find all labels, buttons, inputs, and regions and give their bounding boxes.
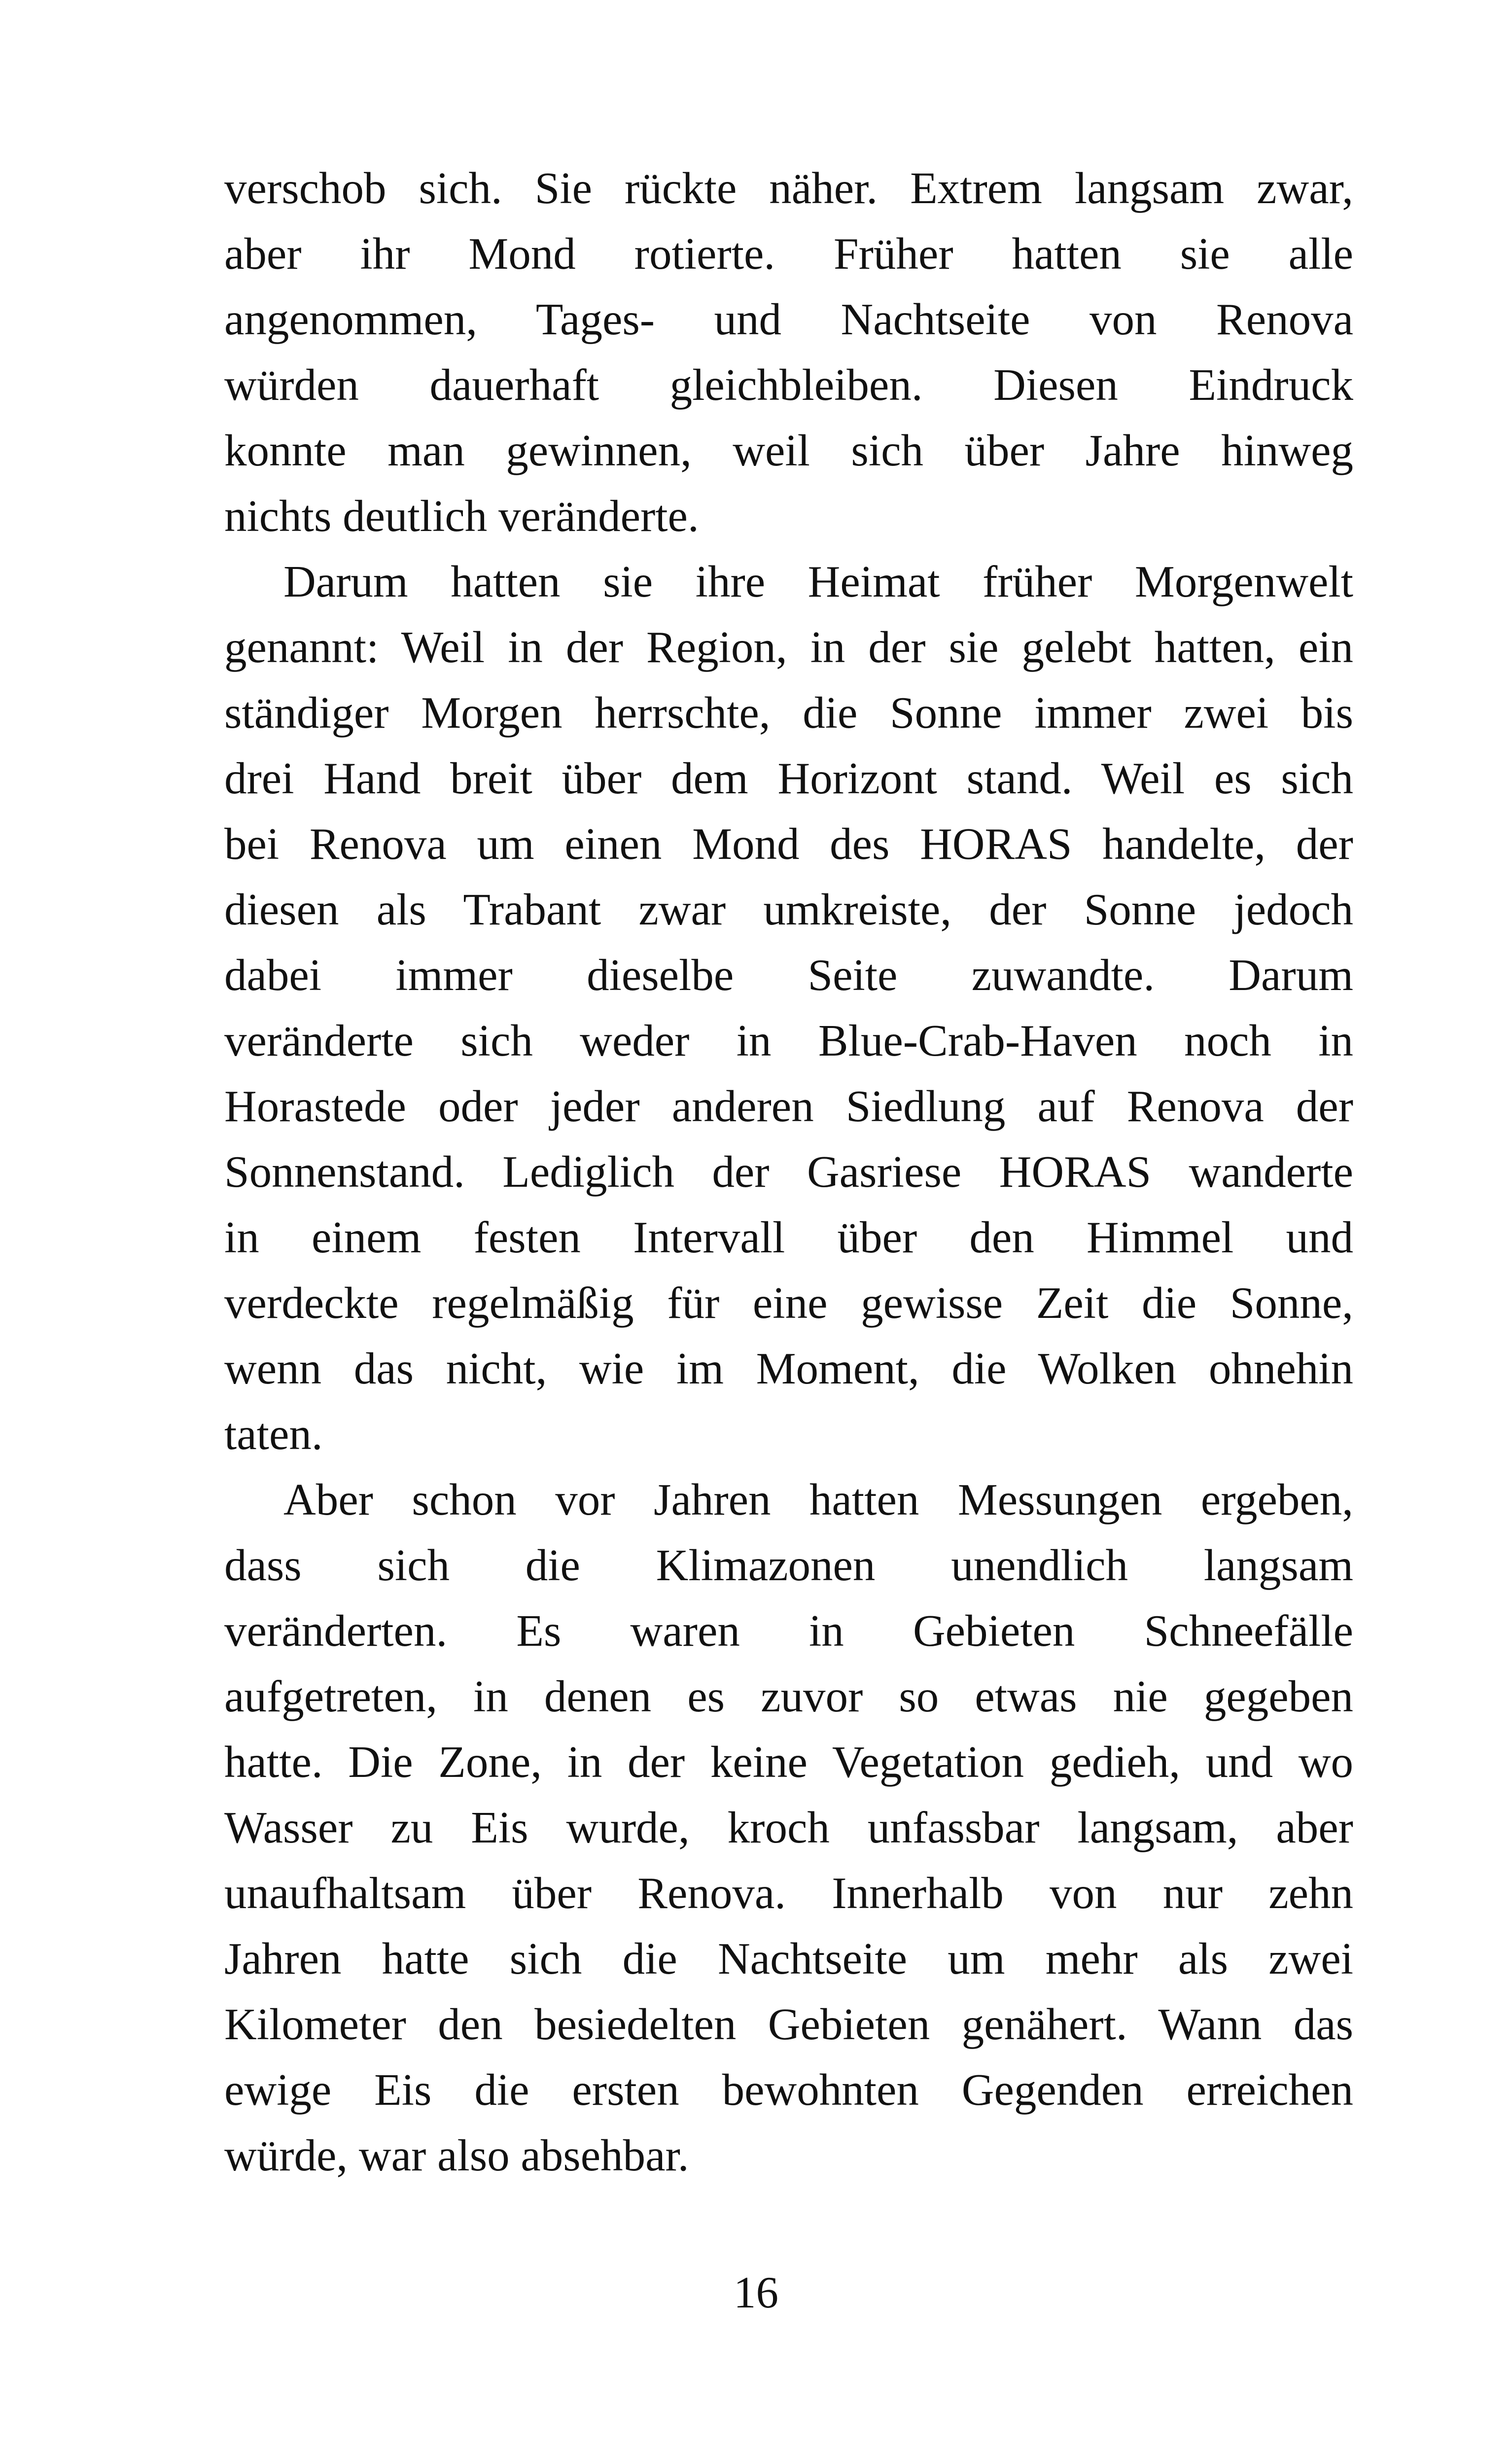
text-line: konnte man gewinnen, weil sich über Jahre hinweg bbox=[224, 425, 1353, 475]
text-line: Aber schon vor Jahren hatten Messungen ergeben, bbox=[283, 1475, 1353, 1524]
text-line: würden dauerhaft gleichbleiben. Diesen Eindruck bbox=[224, 360, 1353, 410]
text-line: diesen als Trabant zwar umkreiste, der Sonne jedoch bbox=[224, 885, 1353, 934]
text-line: bei Renova um einen Mond des HORAS handelte, der bbox=[224, 819, 1353, 869]
text-line: genannt: Weil in der Region, in der sie gelebt hatten, ein bbox=[224, 622, 1353, 672]
text-line: wenn das nicht, wie im Moment, die Wolken ohnehin bbox=[224, 1344, 1353, 1393]
text-line: würde, war also absehbar. bbox=[224, 2130, 689, 2180]
text-line: dass sich die Klimazonen unendlich langsam bbox=[224, 1540, 1353, 1590]
text-line: veränderte sich weder in Blue-Crab-Haven noch in bbox=[224, 1016, 1353, 1065]
text-line: hatte. Die Zone, in der keine Vegetation gedieh, und wo bbox=[224, 1737, 1353, 1787]
text-line: veränderten. Es waren in Gebieten Schneefälle bbox=[224, 1606, 1353, 1656]
paragraph-3 bbox=[224, 1467, 1353, 2188]
text-line: verdeckte regelmäßig für eine gewisse Zeit die Sonne, bbox=[224, 1278, 1353, 1328]
text-line: aber ihr Mond rotierte. Früher hatten sie alle bbox=[224, 229, 1353, 279]
paragraph-1 bbox=[224, 155, 1353, 549]
text-line: ewige Eis die ersten bewohnten Gegenden erreichen bbox=[224, 2065, 1353, 2115]
text-line: drei Hand breit über dem Horizont stand. Weil es sich bbox=[224, 753, 1353, 803]
text-line: Horastede oder jeder anderen Siedlung auf Renova der bbox=[224, 1081, 1353, 1131]
paragraph-2 bbox=[224, 549, 1353, 1467]
text-line: Kilometer den besiedelten Gebieten genähert. Wann das bbox=[224, 1999, 1353, 2049]
text-line: Darum hatten sie ihre Heimat früher Morgenwelt bbox=[283, 557, 1353, 606]
text-line: taten. bbox=[224, 1409, 323, 1459]
text-line: in einem festen Intervall über den Himmel und bbox=[224, 1212, 1353, 1262]
text-line: Sonnenstand. Lediglich der Gasriese HORAS wanderte bbox=[224, 1147, 1353, 1197]
body-text bbox=[224, 155, 1353, 2188]
text-line: unaufhaltsam über Renova. Innerhalb von nur zehn bbox=[224, 1868, 1353, 1918]
text-line: Jahren hatte sich die Nachtseite um mehr als zwei bbox=[224, 1934, 1353, 1984]
text-line: angenommen, Tages- und Nachtseite von Renova bbox=[224, 294, 1353, 344]
text-line: nichts deutlich veränderte. bbox=[224, 491, 699, 541]
text-line: dabei immer dieselbe Seite zuwandte. Darum bbox=[224, 950, 1353, 1000]
page-number: 16 bbox=[734, 2268, 778, 2317]
text-line: ständiger Morgen herrschte, die Sonne immer zwei bis bbox=[224, 688, 1353, 738]
text-line: Wasser zu Eis wurde, kroch unfassbar langsam, aber bbox=[224, 1803, 1353, 1852]
text-line: aufgetreten, in denen es zuvor so etwas nie gegeben bbox=[224, 1671, 1353, 1721]
text-line: verschob sich. Sie rückte näher. Extrem langsam zwar, bbox=[224, 163, 1353, 213]
